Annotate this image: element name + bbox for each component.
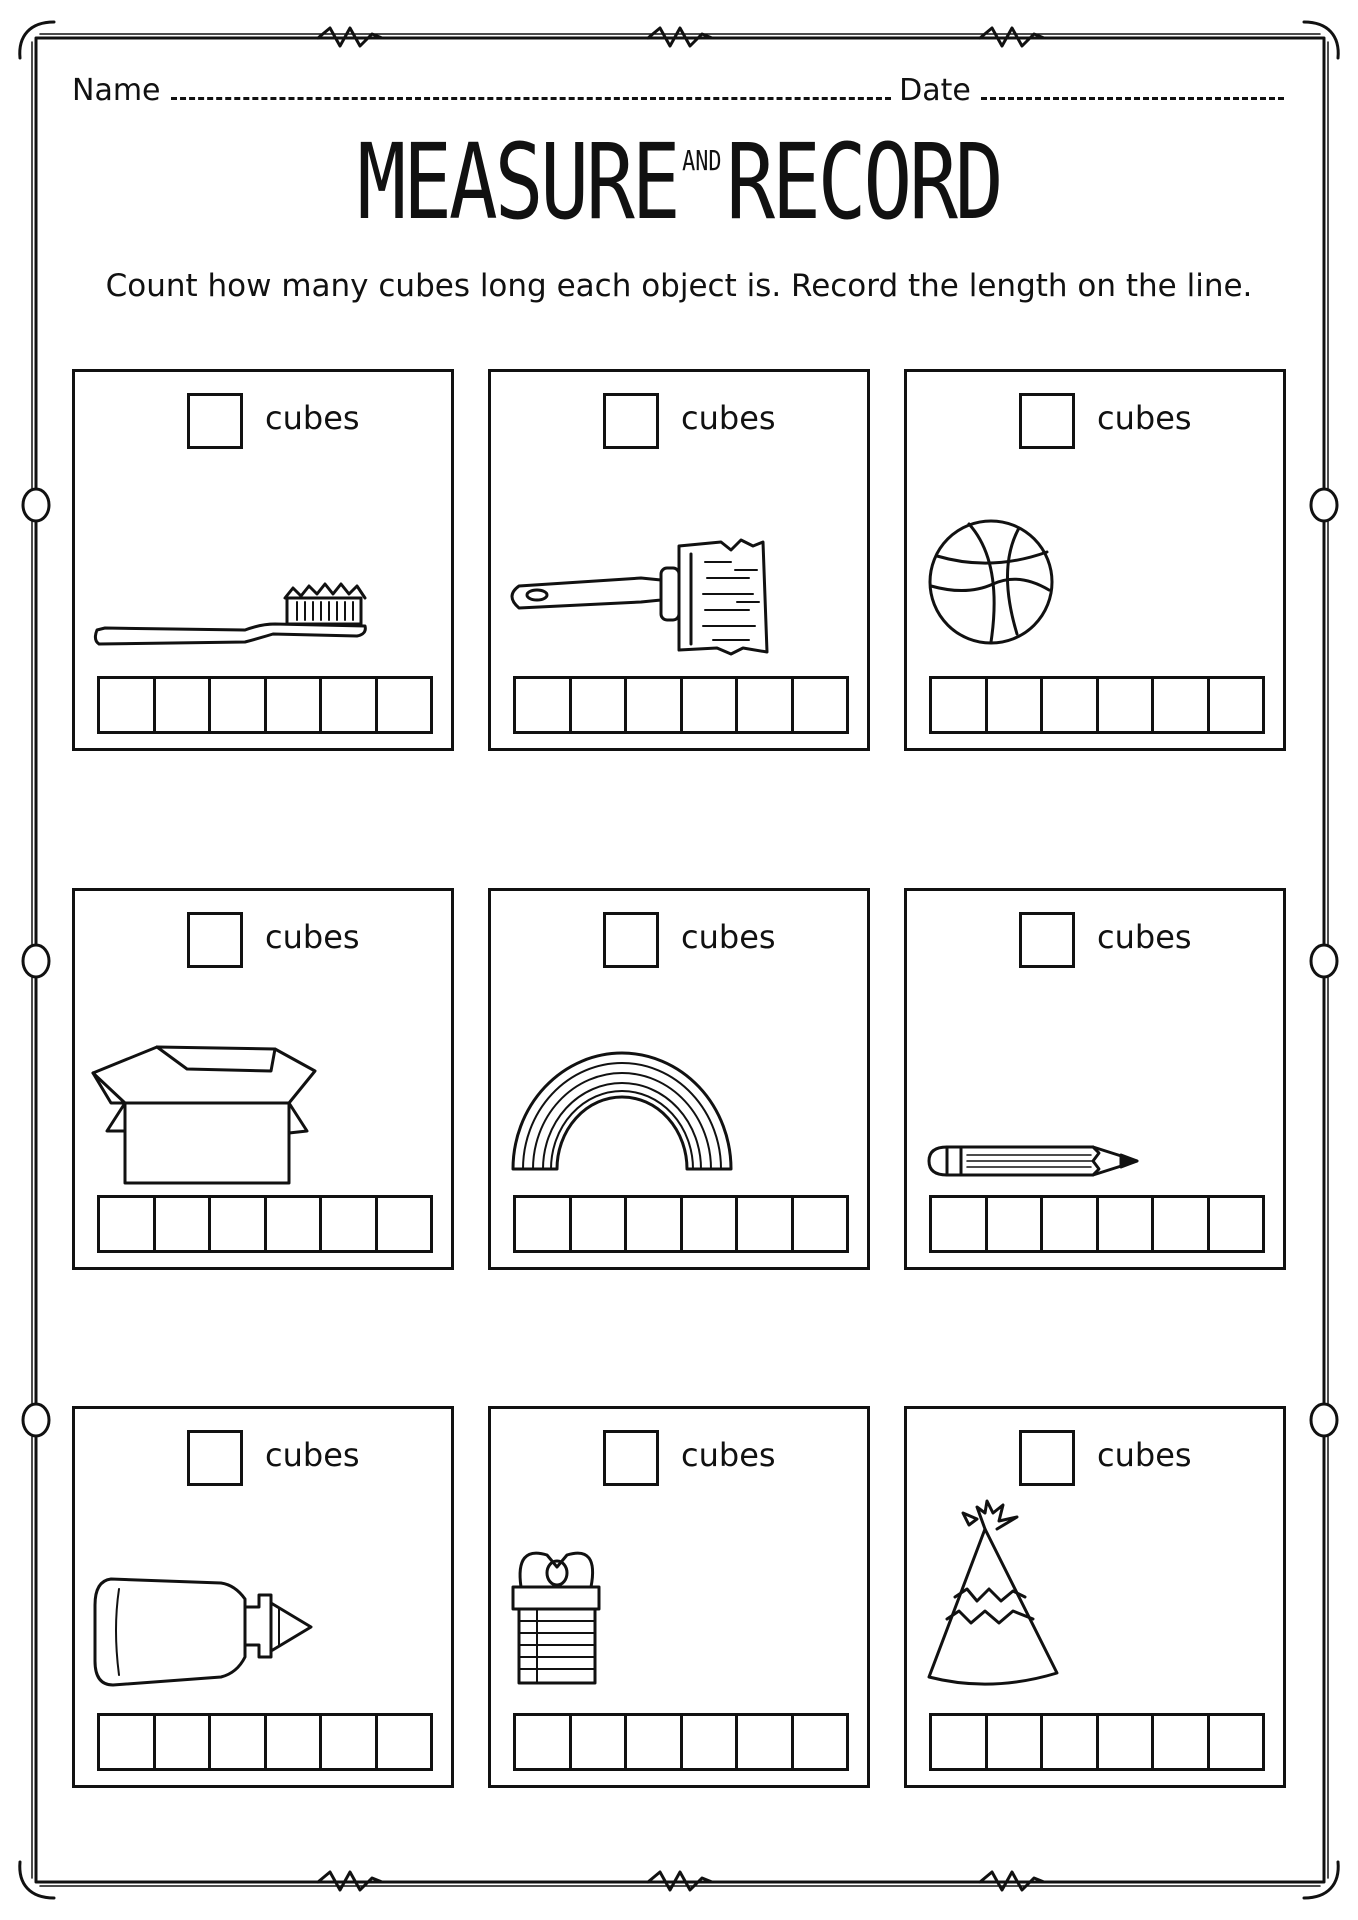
measuring-cube [738,679,794,731]
measuring-cube [100,1198,156,1250]
measuring-cube [516,679,572,731]
measuring-cube [738,1198,794,1250]
measuring-cube [1043,679,1099,731]
date-label: Date [899,73,971,108]
page-title [149,121,1208,243]
measuring-cube [1154,679,1210,731]
card-gift [488,1406,870,1788]
title-word-and: AND [682,144,722,177]
unit-label: cubes [1097,1436,1192,1474]
unit-label: cubes [1097,918,1192,956]
card-glue [72,1406,454,1788]
measuring-cube [988,1198,1044,1250]
measuring-cube [156,679,212,731]
cube-strip [929,1195,1265,1253]
cube-strip [97,1713,433,1771]
measuring-cube [794,679,847,731]
measuring-cube [1099,1198,1155,1250]
measuring-cube [988,1716,1044,1768]
card-pencil [904,888,1286,1270]
measuring-cube [627,1198,683,1250]
instructions: Count how many cubes long each object is. Record the length on the line. [105,268,1253,304]
measuring-cube [156,1716,212,1768]
measuring-cube [378,1198,431,1250]
name-line[interactable] [171,97,892,100]
measuring-cube [683,679,739,731]
measuring-cube [378,1716,431,1768]
card-box [72,888,454,1270]
measuring-cube [322,1716,378,1768]
cube-strip [97,676,433,734]
measuring-cube [988,679,1044,731]
header [72,58,1292,108]
unit-label: cubes [265,399,360,437]
measuring-cube [932,1716,988,1768]
unit-label: cubes [265,1436,360,1474]
measuring-cube [932,679,988,731]
measuring-cube [267,679,323,731]
measuring-cube [627,1716,683,1768]
measuring-cube [267,1198,323,1250]
measuring-cube [378,679,431,731]
measuring-cube [211,1198,267,1250]
unit-label: cubes [681,399,776,437]
cube-strip [97,1195,433,1253]
unit-label: cubes [681,918,776,956]
measuring-cube [211,679,267,731]
measuring-cube [794,1716,847,1768]
measuring-cube [211,1716,267,1768]
date-line[interactable] [981,97,1284,100]
measuring-cube [322,679,378,731]
card-ball [904,369,1286,751]
measuring-cube [572,1198,628,1250]
card-rainbow [488,888,870,1270]
measuring-cube [1210,1198,1263,1250]
measuring-cube [794,1198,847,1250]
unit-label: cubes [265,918,360,956]
measuring-cube [516,1716,572,1768]
measuring-cube [683,1198,739,1250]
measuring-cube [1154,1716,1210,1768]
measuring-cube [683,1716,739,1768]
card-party-hat [904,1406,1286,1788]
title-word-record: RECORD [726,121,1001,243]
measuring-cube [627,679,683,731]
card-toothbrush [72,369,454,751]
measuring-cube [267,1716,323,1768]
measuring-cube [322,1198,378,1250]
measuring-cube [1154,1198,1210,1250]
measuring-cube [156,1198,212,1250]
cube-strip [513,676,849,734]
cube-strip [929,676,1265,734]
measuring-cube [1043,1716,1099,1768]
cube-strip [929,1713,1265,1771]
name-label: Name [72,73,161,108]
measuring-cube [100,1716,156,1768]
cube-strip [513,1195,849,1253]
unit-label: cubes [1097,399,1192,437]
measuring-cube [1099,679,1155,731]
unit-label: cubes [681,1436,776,1474]
measuring-cube [572,1716,628,1768]
measuring-cube [1043,1198,1099,1250]
measuring-cube [1210,1716,1263,1768]
measuring-cube [572,679,628,731]
cube-strip [513,1713,849,1771]
measuring-cube [1210,679,1263,731]
measuring-cube [932,1198,988,1250]
measuring-cube [1099,1716,1155,1768]
title-word-measure: MEASURE [357,121,678,243]
card-paintbrush [488,369,870,751]
measuring-cube [738,1716,794,1768]
measuring-cube [516,1198,572,1250]
measuring-cube [100,679,156,731]
